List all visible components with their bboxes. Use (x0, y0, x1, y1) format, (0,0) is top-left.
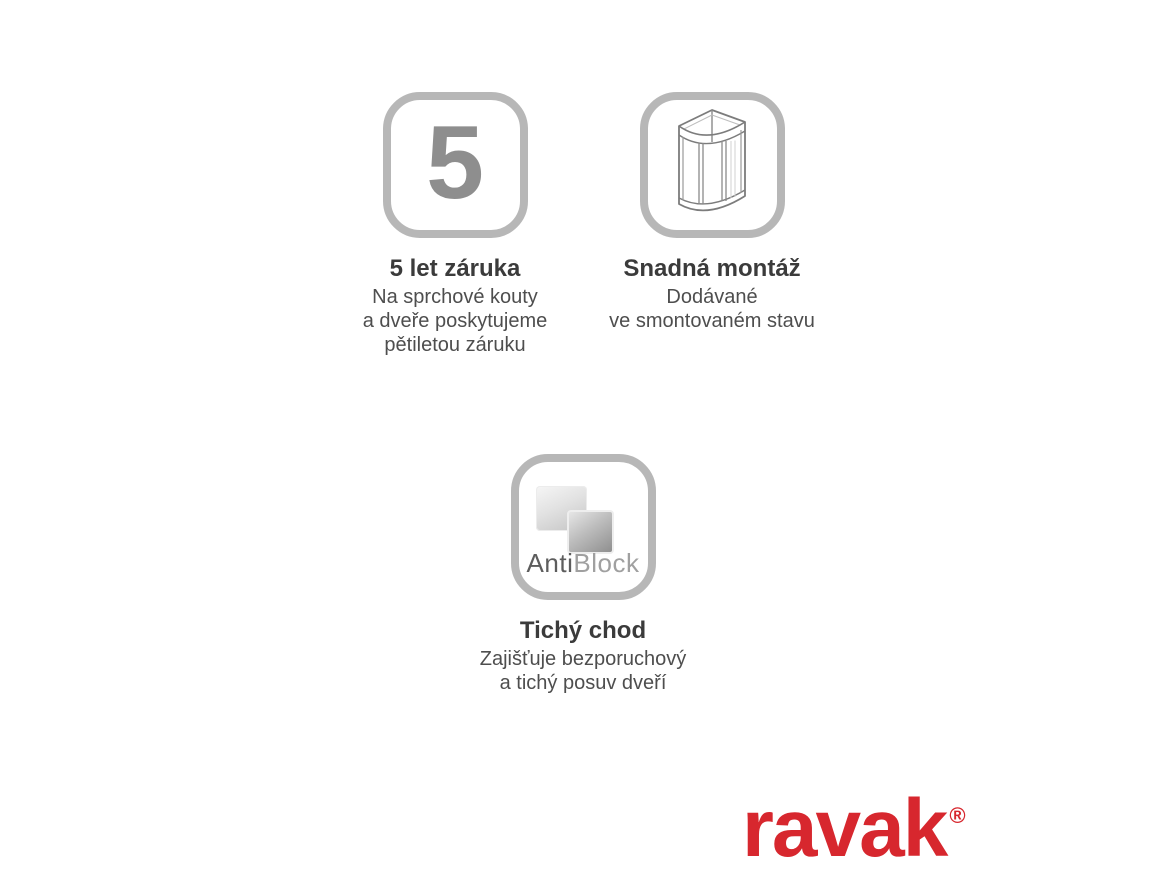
feature-easy-assembly-description (572, 285, 852, 333)
feature-warranty-title: 5 let záruka (389, 255, 521, 282)
shower-enclosure-icon (640, 92, 785, 238)
description-line: a tichý posuv dveří (499, 672, 667, 694)
feature-quiet-operation-title: Tichý chod (519, 617, 647, 644)
shower-enclosure-drawing (675, 108, 749, 222)
antiblock-icon (511, 454, 656, 600)
feature-easy-assembly (572, 92, 852, 333)
description-line: a dveře poskytujeme (362, 310, 548, 332)
feature-warranty-description (315, 285, 595, 357)
description-line: pětiletou záruku (384, 334, 526, 356)
registered-trademark-symbol: ® (949, 803, 966, 828)
ravak-logo (742, 783, 966, 874)
antiblock-wordmark: AntiBlock (526, 548, 640, 578)
feature-easy-assembly-title: Snadná montáž (623, 255, 801, 282)
five-years-badge-icon (383, 92, 528, 238)
five-years-number: 5 (426, 105, 484, 221)
feature-quiet-operation (443, 454, 723, 695)
description-line: Zajišťuje bezporuchový (479, 648, 687, 670)
description-line: Dodávané (666, 286, 758, 308)
feature-quiet-operation-description (443, 647, 723, 695)
description-line: ve smontovaném stavu (609, 310, 815, 332)
description-line: Na sprchové kouty (372, 286, 538, 308)
feature-warranty (315, 92, 595, 357)
ravak-logo-text: ravak (742, 783, 947, 874)
